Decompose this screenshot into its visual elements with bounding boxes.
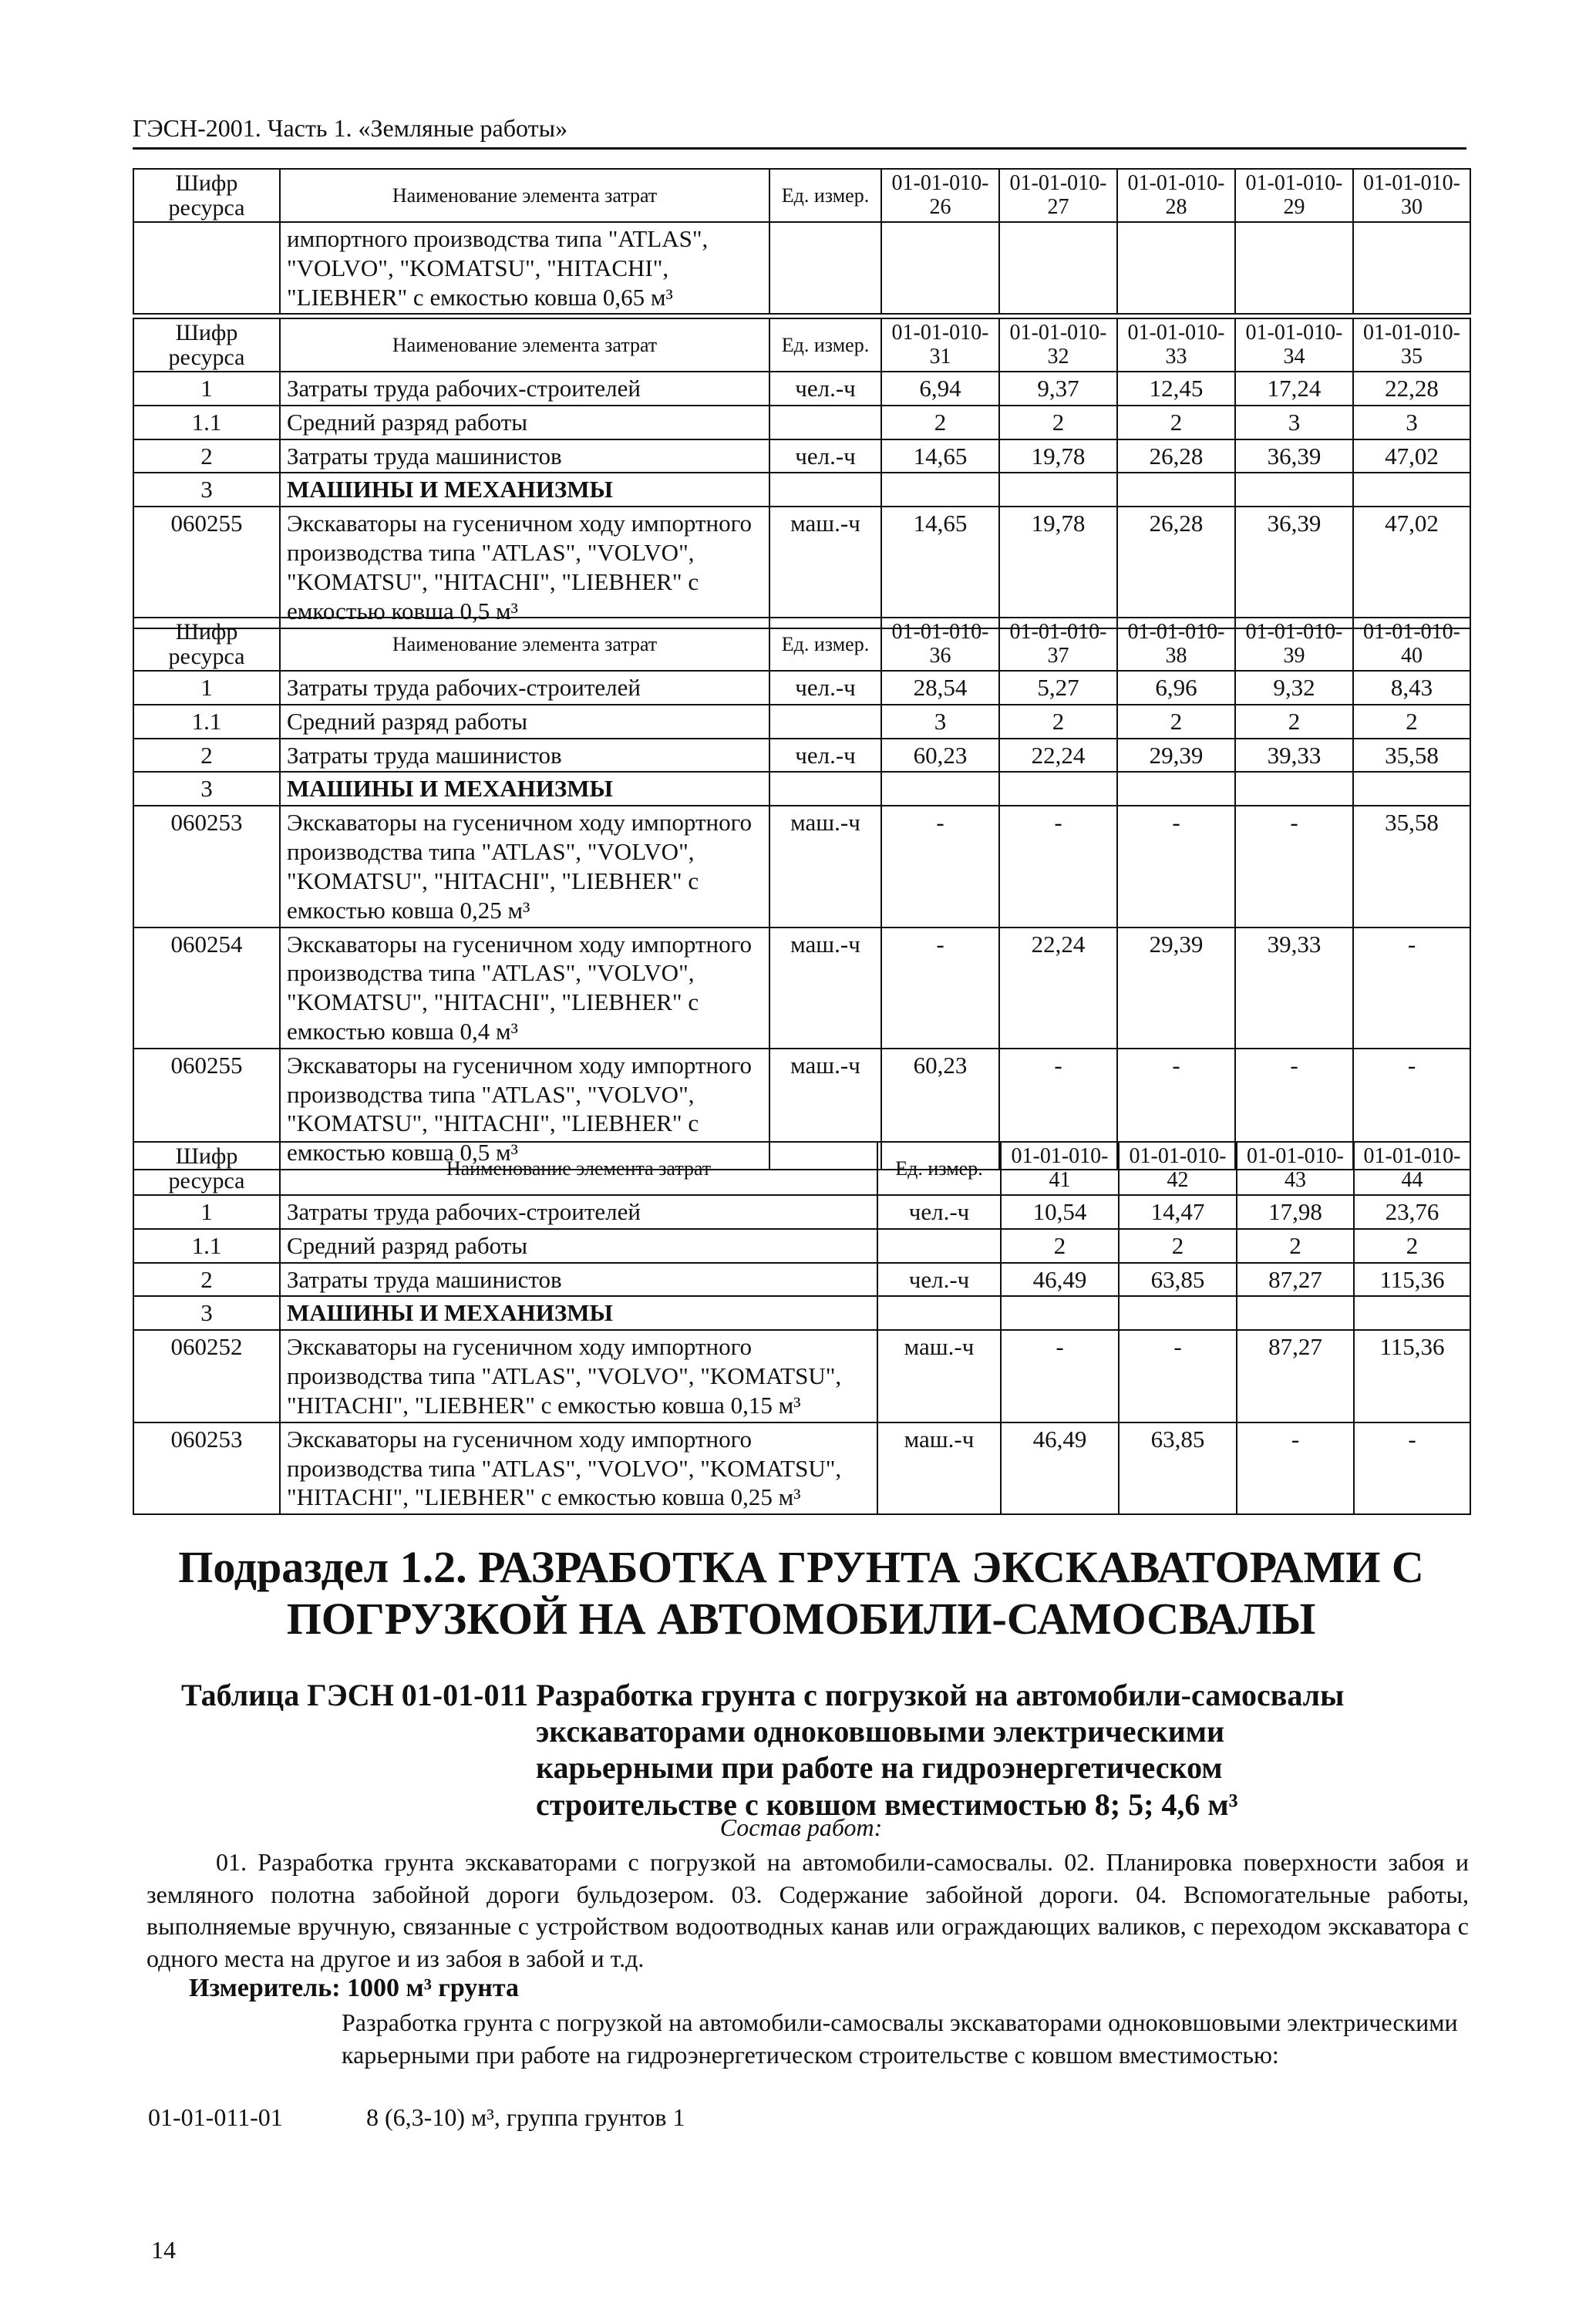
unit-cell: маш.-ч bbox=[769, 806, 881, 927]
name-header: Наименование элемента затрат bbox=[280, 1142, 877, 1195]
value-cell: 87,27 bbox=[1237, 1263, 1354, 1297]
value-cell bbox=[881, 772, 999, 806]
value-cell: 2 bbox=[999, 406, 1117, 439]
norm-code-header: 01-01-010-44 bbox=[1354, 1142, 1470, 1195]
norm-code-header: 01-01-010-32 bbox=[999, 318, 1117, 372]
name-cell: Экскаваторы на гусеничном ходу импортного производства типа "ATLAS", "VOLVO", "KOMATSU", "HITACHI", "LIEBHER" с емкостью ковша 0,25 м³ bbox=[280, 806, 769, 927]
name-cell: Затраты труда рабочих-строителей bbox=[280, 671, 769, 705]
cipher-cell bbox=[133, 222, 280, 314]
value-cell bbox=[1117, 473, 1235, 507]
name-cell: МАШИНЫ И МЕХАНИЗМЫ bbox=[280, 772, 769, 806]
subsection-title bbox=[133, 1542, 1470, 1645]
value-cell bbox=[1001, 1296, 1119, 1330]
value-cell: 17,98 bbox=[1237, 1195, 1354, 1229]
table-row bbox=[133, 772, 1470, 806]
work-description: Разработка грунта с погрузкой на автомобили-самосвалы экскаваторами одноковшовыми электрическими карьерными при работе на гидроэнергетическом строительстве с ковшом вместимостью: bbox=[342, 2008, 1458, 2069]
value-cell: 6,96 bbox=[1117, 671, 1235, 705]
table-row bbox=[133, 806, 1470, 927]
cipher-cell: 060255 bbox=[133, 507, 280, 628]
cipher-cell: 1 bbox=[133, 372, 280, 406]
unit-cell: чел.-ч bbox=[769, 439, 881, 473]
value-cell bbox=[1117, 772, 1235, 806]
value-cell: 47,02 bbox=[1353, 507, 1470, 628]
value-cell: 2 bbox=[1119, 1229, 1237, 1263]
value-cell: 10,54 bbox=[1001, 1195, 1119, 1229]
table-row bbox=[133, 1195, 1470, 1229]
value-cell: 5,27 bbox=[999, 671, 1117, 705]
table-row bbox=[133, 1422, 1470, 1514]
value-cell: 36,39 bbox=[1235, 439, 1353, 473]
unit-cell: маш.-ч bbox=[769, 1049, 881, 1170]
cipher-cell: 2 bbox=[133, 1263, 280, 1297]
cipher-header: Шифр ресурса bbox=[133, 318, 280, 372]
page-header: ГЭСН-2001. Часть 1. «Земляные работы» bbox=[133, 114, 1466, 150]
value-cell: 9,32 bbox=[1235, 671, 1353, 705]
norm-code-text: 8 (6,3-10) м³, группа грунтов 1 bbox=[366, 2103, 685, 2131]
value-cell: 35,58 bbox=[1353, 739, 1470, 773]
value-cell: 22,24 bbox=[999, 928, 1117, 1049]
value-cell: - bbox=[1117, 1049, 1235, 1170]
norm-code-header: 01-01-010-31 bbox=[881, 318, 999, 372]
norm-code-header: 01-01-010-34 bbox=[1235, 318, 1353, 372]
cipher-header: Шифр ресурса bbox=[133, 1142, 280, 1195]
unit-cell: чел.-ч bbox=[769, 671, 881, 705]
norm-code-header: 01-01-010-43 bbox=[1237, 1142, 1354, 1195]
norm-code-header: 01-01-010-41 bbox=[1001, 1142, 1119, 1195]
resource-table-3 bbox=[133, 617, 1471, 1170]
name-header: Наименование элемента затрат bbox=[280, 318, 769, 372]
value-cell: - bbox=[1353, 1049, 1470, 1170]
cipher-cell: 060255 bbox=[133, 1049, 280, 1170]
value-cell: 28,54 bbox=[881, 671, 999, 705]
table-row bbox=[133, 1330, 1470, 1422]
value-cell: 115,36 bbox=[1354, 1263, 1470, 1297]
unit-cell bbox=[877, 1296, 1001, 1330]
norm-code-header: 01-01-010-38 bbox=[1117, 618, 1235, 671]
value-cell: 2 bbox=[1353, 705, 1470, 739]
unit-header: Ед. измер. bbox=[877, 1142, 1001, 1195]
name-cell: Средний разряд работы bbox=[280, 1229, 877, 1263]
cipher-header: Шифр ресурса bbox=[133, 618, 280, 671]
table-row bbox=[133, 372, 1470, 406]
name-header: Наименование элемента затрат bbox=[280, 618, 769, 671]
value-cell bbox=[999, 473, 1117, 507]
unit-cell bbox=[769, 473, 881, 507]
table-title-line1: Таблица ГЭСН 01-01-011 Разработка грунта с погрузкой на автомобили-самосвалы bbox=[181, 1678, 1345, 1712]
unit-cell bbox=[769, 772, 881, 806]
table-row bbox=[133, 439, 1470, 473]
cipher-cell: 1.1 bbox=[133, 705, 280, 739]
cipher-cell: 1 bbox=[133, 1195, 280, 1229]
cipher-cell: 1.1 bbox=[133, 1229, 280, 1263]
unit-cell: маш.-ч bbox=[877, 1422, 1001, 1514]
table-row bbox=[133, 671, 1470, 705]
value-cell: 2 bbox=[881, 406, 999, 439]
unit-cell bbox=[769, 406, 881, 439]
value-cell: 87,27 bbox=[1237, 1330, 1354, 1422]
norm-code-header: 01-01-010-28 bbox=[1117, 169, 1235, 222]
value-cell: 39,33 bbox=[1235, 928, 1353, 1049]
value-cell: 6,94 bbox=[881, 372, 999, 406]
value-cell: - bbox=[881, 806, 999, 927]
table-header-row bbox=[133, 618, 1470, 671]
norm-code-header: 01-01-010-29 bbox=[1235, 169, 1353, 222]
value-cell: - bbox=[1237, 1422, 1354, 1514]
resource-table-1 bbox=[133, 168, 1471, 315]
value-cell bbox=[999, 772, 1117, 806]
value-cell: - bbox=[999, 806, 1117, 927]
norm-code-header: 01-01-010-42 bbox=[1119, 1142, 1237, 1195]
norm-code-header: 01-01-010-36 bbox=[881, 618, 999, 671]
value-cell: 23,76 bbox=[1354, 1195, 1470, 1229]
table-row bbox=[133, 473, 1470, 507]
name-cell: Затраты труда рабочих-строителей bbox=[280, 1195, 877, 1229]
value-cell bbox=[1354, 1296, 1470, 1330]
value-cell bbox=[1235, 772, 1353, 806]
value-cell: 63,85 bbox=[1119, 1422, 1237, 1514]
name-header: Наименование элемента затрат bbox=[280, 169, 769, 222]
table-row bbox=[133, 705, 1470, 739]
value-cell: 2 bbox=[999, 705, 1117, 739]
subsection-title-line1: Подраздел 1.2. РАЗРАБОТКА ГРУНТА ЭКСКАВАТОРАМИ С bbox=[178, 1542, 1424, 1592]
name-cell: Затраты труда машинистов bbox=[280, 739, 769, 773]
value-cell: - bbox=[1001, 1330, 1119, 1422]
cipher-cell: 3 bbox=[133, 473, 280, 507]
value-cell: 12,45 bbox=[1117, 372, 1235, 406]
value-cell: 2 bbox=[1237, 1229, 1354, 1263]
value-cell: 29,39 bbox=[1117, 928, 1235, 1049]
value-cell: 8,43 bbox=[1353, 671, 1470, 705]
value-cell: 17,24 bbox=[1235, 372, 1353, 406]
composition-text: 01. Разработка грунта экскаваторами с погрузкой на автомобили-самосвалы. 02. Планировка поверхности забоя и земляного полотна забойной дороги бульдозером. 03. Содержание забойной дороги. 04. Вспомогательные работы, выполняемые вручную, связанные с устройством водоотводных канав или ограждающих валиков, с переходом экскаватора с одного места на другое и из забоя в забой и т.д. bbox=[146, 1848, 1469, 1972]
value-cell: 3 bbox=[881, 705, 999, 739]
value-cell: 2 bbox=[1117, 406, 1235, 439]
value-cell bbox=[1353, 222, 1470, 314]
name-cell: Затраты труда машинистов bbox=[280, 1263, 877, 1297]
table-header-row bbox=[133, 169, 1470, 222]
value-cell: 60,23 bbox=[881, 739, 999, 773]
value-cell: 35,58 bbox=[1353, 806, 1470, 927]
name-cell: Экскаваторы на гусеничном ходу импортного производства типа "ATLAS", "VOLVO", "KOMATSU", "HITACHI", "LIEBHER" с емкостью ковша 0,4 м³ bbox=[280, 928, 769, 1049]
value-cell: 36,39 bbox=[1235, 507, 1353, 628]
unit-cell: маш.-ч bbox=[769, 507, 881, 628]
name-cell: Средний разряд работы bbox=[280, 705, 769, 739]
unit-header: Ед. измер. bbox=[769, 318, 881, 372]
cipher-cell: 060254 bbox=[133, 928, 280, 1049]
table-row bbox=[133, 1263, 1470, 1297]
value-cell: 14,65 bbox=[881, 439, 999, 473]
value-cell: 2 bbox=[1117, 705, 1235, 739]
resource-table-2 bbox=[133, 318, 1471, 629]
table-title-line2: экскаваторами одноковшовыми электрическими bbox=[536, 1714, 1225, 1749]
table-row bbox=[133, 507, 1470, 628]
value-cell: 63,85 bbox=[1119, 1263, 1237, 1297]
cipher-cell: 060253 bbox=[133, 1422, 280, 1514]
norm-code-row bbox=[148, 2103, 685, 2132]
name-cell: Экскаваторы на гусеничном ходу импортного производства типа "ATLAS", "VOLVO", "KOMATSU", "HITACHI", "LIEBHER" с емкостью ковша 0,5 м³ bbox=[280, 1049, 769, 1170]
table-row bbox=[133, 406, 1470, 439]
value-cell bbox=[1119, 1296, 1237, 1330]
cipher-header: Шифр ресурса bbox=[133, 169, 280, 222]
value-cell: 29,39 bbox=[1117, 739, 1235, 773]
table-row bbox=[133, 1296, 1470, 1330]
value-cell: 22,24 bbox=[999, 739, 1117, 773]
table-title-line3: карьерными при работе на гидроэнергетическом bbox=[536, 1750, 1223, 1786]
value-cell: 115,36 bbox=[1354, 1330, 1470, 1422]
value-cell: - bbox=[1235, 1049, 1353, 1170]
value-cell: - bbox=[1119, 1330, 1237, 1422]
unit-cell: чел.-ч bbox=[769, 739, 881, 773]
norm-code: 01-01-011-01 bbox=[148, 2103, 283, 2131]
value-cell: 14,65 bbox=[881, 507, 999, 628]
value-cell bbox=[881, 222, 999, 314]
norm-code-header: 01-01-010-27 bbox=[999, 169, 1117, 222]
value-cell bbox=[1235, 473, 1353, 507]
norm-code-header: 01-01-010-37 bbox=[999, 618, 1117, 671]
value-cell: - bbox=[1354, 1422, 1470, 1514]
name-cell: Экскаваторы на гусеничном ходу импортного производства типа "ATLAS", "VOLVO", "KOMATSU", "HITACHI", "LIEBHER" с емкостью ковша 0,15 м³ bbox=[280, 1330, 877, 1422]
table-row bbox=[133, 1229, 1470, 1263]
table-header-row bbox=[133, 1142, 1470, 1195]
norm-code-header: 01-01-010-40 bbox=[1353, 618, 1470, 671]
name-cell: Экскаваторы на гусеничном ходу импортного производства типа "ATLAS", "VOLVO", "KOMATSU", "HITACHI", "LIEBHER" с емкостью ковша 0,5 м³ bbox=[280, 507, 769, 628]
name-cell: Затраты труда машинистов bbox=[280, 439, 769, 473]
unit-header: Ед. измер. bbox=[769, 618, 881, 671]
value-cell: 3 bbox=[1353, 406, 1470, 439]
cipher-cell: 3 bbox=[133, 772, 280, 806]
value-cell bbox=[1117, 222, 1235, 314]
name-cell: Средний разряд работы bbox=[280, 406, 769, 439]
measure-unit: Измеритель: 1000 м³ грунта bbox=[189, 1974, 520, 2002]
value-cell: 26,28 bbox=[1117, 439, 1235, 473]
table-title bbox=[181, 1677, 1476, 1823]
value-cell: - bbox=[1353, 928, 1470, 1049]
value-cell bbox=[1237, 1296, 1354, 1330]
cipher-cell: 060252 bbox=[133, 1330, 280, 1422]
value-cell bbox=[1353, 473, 1470, 507]
value-cell: 47,02 bbox=[1353, 439, 1470, 473]
cipher-cell: 060253 bbox=[133, 806, 280, 927]
composition-label: Состав работ: bbox=[719, 1813, 883, 1841]
unit-cell bbox=[769, 222, 881, 314]
unit-cell bbox=[769, 705, 881, 739]
value-cell: 2 bbox=[1001, 1229, 1119, 1263]
resource-table-4 bbox=[133, 1141, 1471, 1515]
value-cell: 3 bbox=[1235, 406, 1353, 439]
unit-header: Ед. измер. bbox=[769, 169, 881, 222]
name-cell: МАШИНЫ И МЕХАНИЗМЫ bbox=[280, 473, 769, 507]
unit-cell: маш.-ч bbox=[769, 928, 881, 1049]
norm-code-header: 01-01-010-35 bbox=[1353, 318, 1470, 372]
norm-code-header: 01-01-010-26 bbox=[881, 169, 999, 222]
unit-cell: маш.-ч bbox=[877, 1330, 1001, 1422]
norm-code-header: 01-01-010-30 bbox=[1353, 169, 1470, 222]
value-cell: 2 bbox=[1235, 705, 1353, 739]
table-row bbox=[133, 928, 1470, 1049]
value-cell: 46,49 bbox=[1001, 1263, 1119, 1297]
cipher-cell: 2 bbox=[133, 439, 280, 473]
norm-code-header: 01-01-010-39 bbox=[1235, 618, 1353, 671]
value-cell: 22,28 bbox=[1353, 372, 1470, 406]
value-cell bbox=[1235, 222, 1353, 314]
value-cell: 19,78 bbox=[999, 439, 1117, 473]
norm-code-header: 01-01-010-33 bbox=[1117, 318, 1235, 372]
cipher-cell: 2 bbox=[133, 739, 280, 773]
value-cell: - bbox=[999, 1049, 1117, 1170]
value-cell: 46,49 bbox=[1001, 1422, 1119, 1514]
value-cell: 39,33 bbox=[1235, 739, 1353, 773]
value-cell: 60,23 bbox=[881, 1049, 999, 1170]
value-cell: 14,47 bbox=[1119, 1195, 1237, 1229]
value-cell: 2 bbox=[1354, 1229, 1470, 1263]
unit-cell: чел.-ч bbox=[769, 372, 881, 406]
name-cell: Экскаваторы на гусеничном ходу импортного производства типа "ATLAS", "VOLVO", "KOMATSU", "HITACHI", "LIEBHER" с емкостью ковша 0,25 м³ bbox=[280, 1422, 877, 1514]
value-cell: 9,37 bbox=[999, 372, 1117, 406]
table-row bbox=[133, 739, 1470, 773]
subsection-title-line2: ПОГРУЗКОЙ НА АВТОМОБИЛИ-САМОСВАЛЫ bbox=[286, 1593, 1316, 1644]
value-cell: - bbox=[1235, 806, 1353, 927]
value-cell bbox=[881, 473, 999, 507]
name-cell: Затраты труда рабочих-строителей bbox=[280, 372, 769, 406]
value-cell: 26,28 bbox=[1117, 507, 1235, 628]
value-cell bbox=[999, 222, 1117, 314]
table-row bbox=[133, 222, 1470, 314]
table-title-line4: строительстве с ковшом вместимостью 8; 5; 4,6 м³ bbox=[536, 1786, 1238, 1822]
cipher-cell: 1 bbox=[133, 671, 280, 705]
value-cell: - bbox=[1117, 806, 1235, 927]
value-cell bbox=[1353, 772, 1470, 806]
unit-cell: чел.-ч bbox=[877, 1263, 1001, 1297]
value-cell: 19,78 bbox=[999, 507, 1117, 628]
name-cell: импортного производства типа "ATLAS", "VOLVO", "KOMATSU", "HITACHI", "LIEBHER" с емкостью ковша 0,65 м³ bbox=[280, 222, 769, 314]
cipher-cell: 3 bbox=[133, 1296, 280, 1330]
page-number: 14 bbox=[151, 2236, 176, 2264]
value-cell: - bbox=[881, 928, 999, 1049]
cipher-cell: 1.1 bbox=[133, 406, 280, 439]
unit-cell: чел.-ч bbox=[877, 1195, 1001, 1229]
unit-cell bbox=[877, 1229, 1001, 1263]
name-cell: МАШИНЫ И МЕХАНИЗМЫ bbox=[280, 1296, 877, 1330]
table-header-row bbox=[133, 318, 1470, 372]
